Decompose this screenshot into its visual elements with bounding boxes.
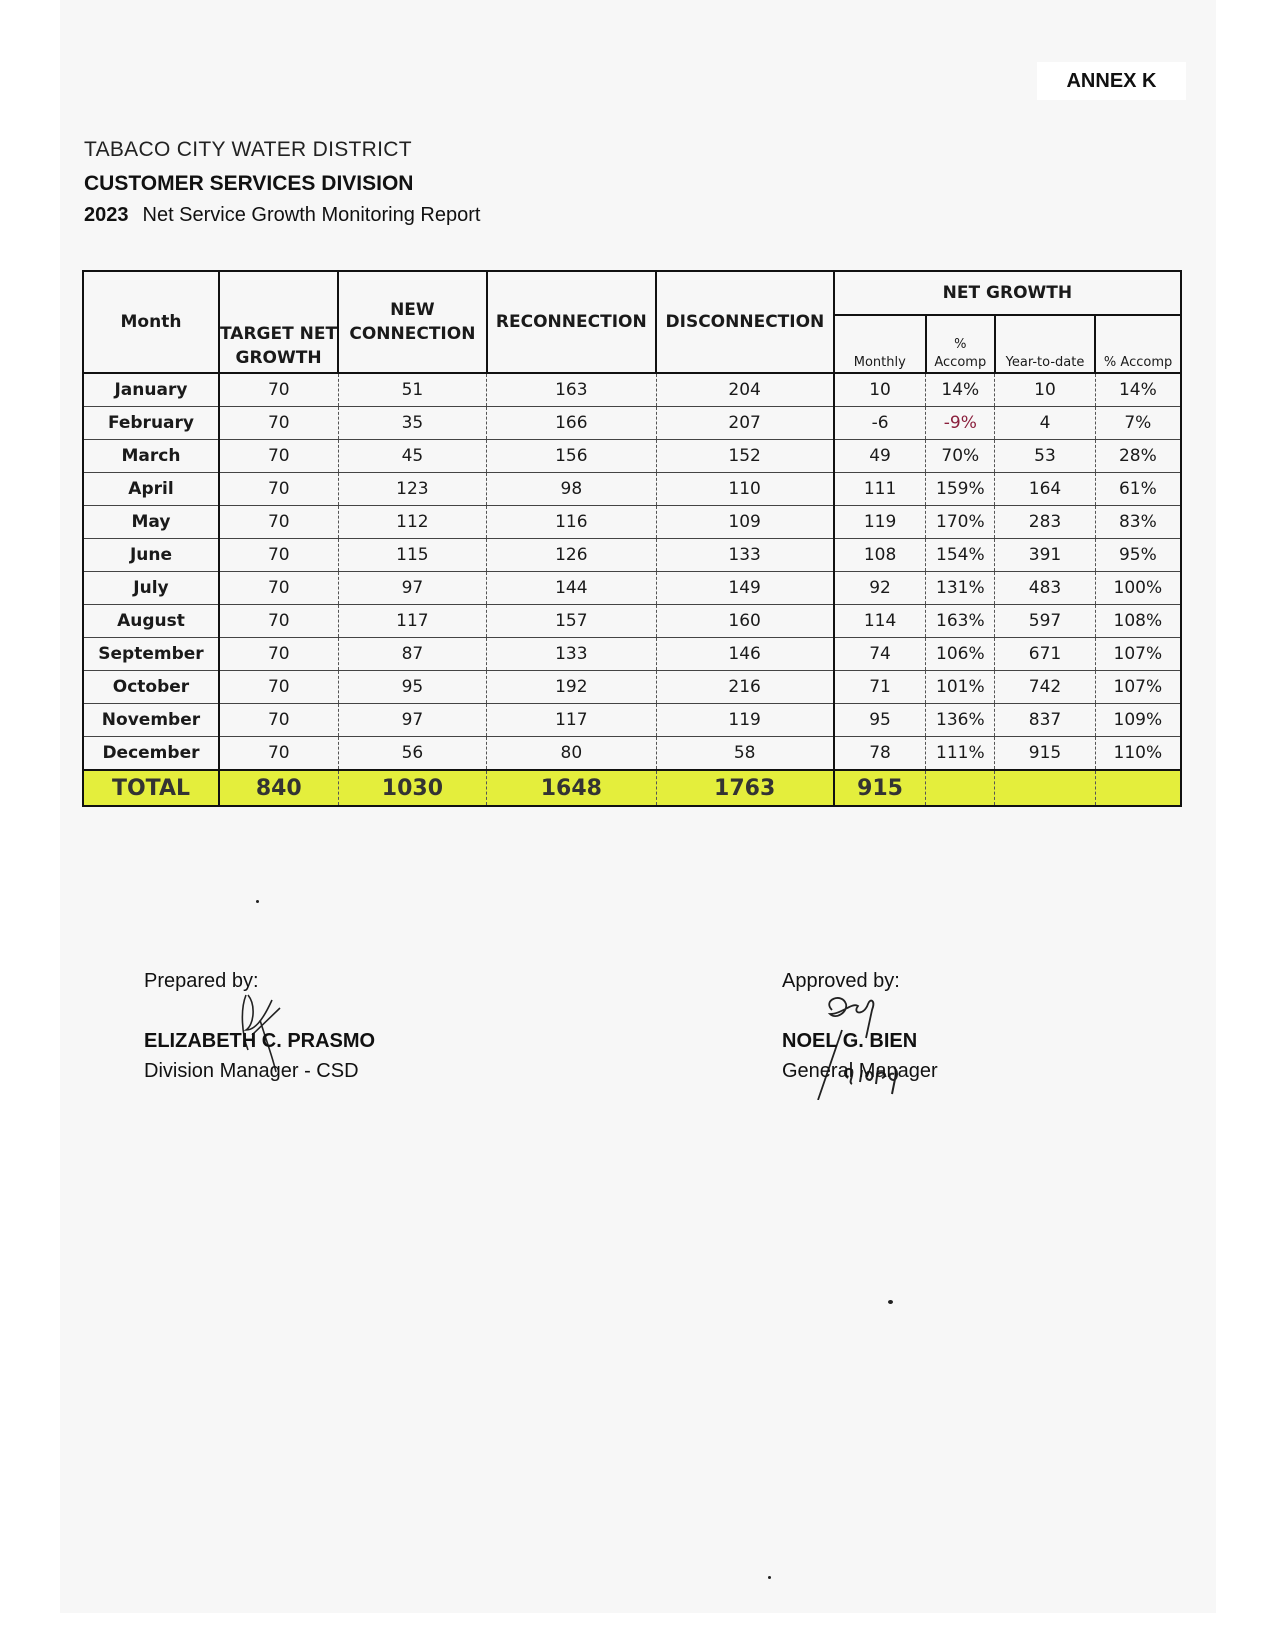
cell-pct-accomp-monthly: 170% [926, 506, 995, 539]
cell-pct-accomp-ytd: 107% [1095, 638, 1181, 671]
cell-month: April [83, 473, 219, 506]
cell-pct-accomp-monthly: 136% [926, 704, 995, 737]
cell-pct-accomp-monthly: 101% [926, 671, 995, 704]
cell-pct-accomp-monthly: 163% [926, 605, 995, 638]
cell-new-connection: 87 [338, 638, 486, 671]
total-row [83, 770, 1181, 806]
total-label: TOTAL [83, 770, 219, 806]
table-row [83, 572, 1181, 605]
cell-month: July [83, 572, 219, 605]
cell-target: 70 [219, 638, 338, 671]
cell-year-to-date: 164 [995, 473, 1095, 506]
cell-pct-accomp-monthly: 159% [926, 473, 995, 506]
cell-year-to-date: 483 [995, 572, 1095, 605]
cell-reconnection: 133 [487, 638, 656, 671]
cell-target: 70 [219, 440, 338, 473]
cell-pct-accomp-monthly: 70% [926, 440, 995, 473]
cell-month: February [83, 407, 219, 440]
cell-disconnection: 109 [656, 506, 834, 539]
table-row [83, 539, 1181, 572]
prepared-by-label: Prepared by: [144, 970, 259, 992]
cell-target: 70 [219, 373, 338, 407]
cell-monthly: 108 [834, 539, 926, 572]
cell-month: October [83, 671, 219, 704]
cell-new-connection: 35 [338, 407, 486, 440]
cell-reconnection: 116 [487, 506, 656, 539]
division-name: CUSTOMER SERVICES DIVISION [84, 172, 414, 195]
cell-reconnection: 163 [487, 373, 656, 407]
prepared-by-title: Division Manager - CSD [144, 1060, 359, 1082]
cell-pct-accomp-ytd: 95% [1095, 539, 1181, 572]
report-title-text: Net Service Growth Monitoring Report [142, 204, 481, 226]
cell-new-connection: 97 [338, 572, 486, 605]
header-net-growth: NET GROWTH [834, 271, 1181, 315]
cell-pct-accomp-ytd: 100% [1095, 572, 1181, 605]
table-row [83, 506, 1181, 539]
header-monthly: Monthly [834, 315, 926, 373]
table-row [83, 737, 1181, 771]
cell-pct-accomp-ytd: 14% [1095, 373, 1181, 407]
cell-monthly: 71 [834, 671, 926, 704]
cell-disconnection: 146 [656, 638, 834, 671]
cell-target: 70 [219, 704, 338, 737]
cell-pct-accomp-monthly: 111% [926, 737, 995, 771]
cell-pct-accomp-ytd: 28% [1095, 440, 1181, 473]
cell-year-to-date: 391 [995, 539, 1095, 572]
header-reconnection: RECONNECTION [487, 271, 656, 373]
approved-by-label: Approved by: [782, 970, 900, 992]
header-pct-accomp-monthly: % Accomp [926, 315, 995, 373]
cell-monthly: -6 [834, 407, 926, 440]
table-row [83, 638, 1181, 671]
cell-monthly: 92 [834, 572, 926, 605]
cell-disconnection: 160 [656, 605, 834, 638]
cell-pct-accomp-monthly: 131% [926, 572, 995, 605]
cell-new-connection: 97 [338, 704, 486, 737]
total-empty-cell [1095, 770, 1181, 806]
total-monthly: 915 [834, 770, 926, 806]
cell-year-to-date: 4 [995, 407, 1095, 440]
table-row [83, 473, 1181, 506]
cell-new-connection: 45 [338, 440, 486, 473]
table-row [83, 407, 1181, 440]
cell-year-to-date: 671 [995, 638, 1095, 671]
cell-reconnection: 144 [487, 572, 656, 605]
cell-reconnection: 98 [487, 473, 656, 506]
approved-by-title: General Manager [782, 1060, 938, 1082]
cell-new-connection: 112 [338, 506, 486, 539]
cell-target: 70 [219, 539, 338, 572]
cell-new-connection: 95 [338, 671, 486, 704]
header-disconnection: DISCONNECTION [656, 271, 834, 373]
cell-month: May [83, 506, 219, 539]
cell-pct-accomp-monthly: -9% [926, 407, 995, 440]
table-row [83, 671, 1181, 704]
cell-target: 70 [219, 572, 338, 605]
cell-disconnection: 133 [656, 539, 834, 572]
cell-year-to-date: 597 [995, 605, 1095, 638]
cell-pct-accomp-ytd: 83% [1095, 506, 1181, 539]
cell-year-to-date: 283 [995, 506, 1095, 539]
total-empty-cell [995, 770, 1095, 806]
cell-pct-accomp-ytd: 7% [1095, 407, 1181, 440]
cell-month: June [83, 539, 219, 572]
cell-disconnection: 216 [656, 671, 834, 704]
cell-pct-accomp-monthly: 14% [926, 373, 995, 407]
cell-month: January [83, 373, 219, 407]
cell-pct-accomp-monthly: 154% [926, 539, 995, 572]
scan-speck [768, 1576, 771, 1579]
cell-monthly: 111 [834, 473, 926, 506]
table-row [83, 373, 1181, 407]
cell-year-to-date: 837 [995, 704, 1095, 737]
cell-reconnection: 80 [487, 737, 656, 771]
cell-monthly: 95 [834, 704, 926, 737]
cell-pct-accomp-ytd: 107% [1095, 671, 1181, 704]
total-reconnection: 1648 [487, 770, 656, 806]
cell-monthly: 119 [834, 506, 926, 539]
cell-month: September [83, 638, 219, 671]
cell-year-to-date: 915 [995, 737, 1095, 771]
cell-month: November [83, 704, 219, 737]
cell-disconnection: 207 [656, 407, 834, 440]
table-row [83, 704, 1181, 737]
cell-monthly: 78 [834, 737, 926, 771]
organization-name: TABACO CITY WATER DISTRICT [84, 138, 412, 161]
report-year: 2023 [84, 204, 129, 226]
cell-new-connection: 56 [338, 737, 486, 771]
report-title [84, 204, 480, 227]
cell-target: 70 [219, 473, 338, 506]
cell-reconnection: 157 [487, 605, 656, 638]
cell-pct-accomp-monthly: 106% [926, 638, 995, 671]
cell-target: 70 [219, 506, 338, 539]
cell-disconnection: 149 [656, 572, 834, 605]
cell-monthly: 10 [834, 373, 926, 407]
cell-month: December [83, 737, 219, 771]
cell-new-connection: 115 [338, 539, 486, 572]
cell-year-to-date: 10 [995, 373, 1095, 407]
cell-month: March [83, 440, 219, 473]
cell-pct-accomp-ytd: 108% [1095, 605, 1181, 638]
cell-monthly: 49 [834, 440, 926, 473]
cell-disconnection: 58 [656, 737, 834, 771]
cell-pct-accomp-ytd: 110% [1095, 737, 1181, 771]
total-target: 840 [219, 770, 338, 806]
cell-monthly: 74 [834, 638, 926, 671]
cell-reconnection: 192 [487, 671, 656, 704]
table-row [83, 440, 1181, 473]
cell-disconnection: 204 [656, 373, 834, 407]
header-month: Month [83, 271, 219, 373]
cell-month: August [83, 605, 219, 638]
cell-target: 70 [219, 605, 338, 638]
total-empty-cell [926, 770, 995, 806]
annex-label: ANNEX K [1037, 62, 1186, 100]
cell-disconnection: 152 [656, 440, 834, 473]
approved-by-name: NOEL G. BIEN [782, 1030, 918, 1052]
header-year-to-date: Year-to-date [995, 315, 1095, 373]
cell-year-to-date: 742 [995, 671, 1095, 704]
cell-new-connection: 51 [338, 373, 486, 407]
header-target-net-growth: TARGET NET GROWTH [219, 271, 338, 373]
cell-target: 70 [219, 737, 338, 771]
cell-new-connection: 123 [338, 473, 486, 506]
cell-reconnection: 126 [487, 539, 656, 572]
scan-speck [888, 1300, 893, 1304]
scan-speck [256, 900, 259, 903]
total-new-connection: 1030 [338, 770, 486, 806]
header-pct-accomp-ytd: % Accomp [1095, 315, 1181, 373]
cell-disconnection: 110 [656, 473, 834, 506]
total-disconnection: 1763 [656, 770, 834, 806]
cell-target: 70 [219, 407, 338, 440]
cell-reconnection: 166 [487, 407, 656, 440]
prepared-by-name: ELIZABETH C. PRASMO [144, 1030, 376, 1052]
cell-new-connection: 117 [338, 605, 486, 638]
net-growth-table [82, 270, 1182, 807]
cell-pct-accomp-ytd: 109% [1095, 704, 1181, 737]
cell-monthly: 114 [834, 605, 926, 638]
table-row [83, 605, 1181, 638]
cell-year-to-date: 53 [995, 440, 1095, 473]
cell-disconnection: 119 [656, 704, 834, 737]
cell-reconnection: 156 [487, 440, 656, 473]
header-new-connection: NEW CONNECTION [338, 271, 486, 373]
cell-pct-accomp-ytd: 61% [1095, 473, 1181, 506]
cell-target: 70 [219, 671, 338, 704]
cell-reconnection: 117 [487, 704, 656, 737]
